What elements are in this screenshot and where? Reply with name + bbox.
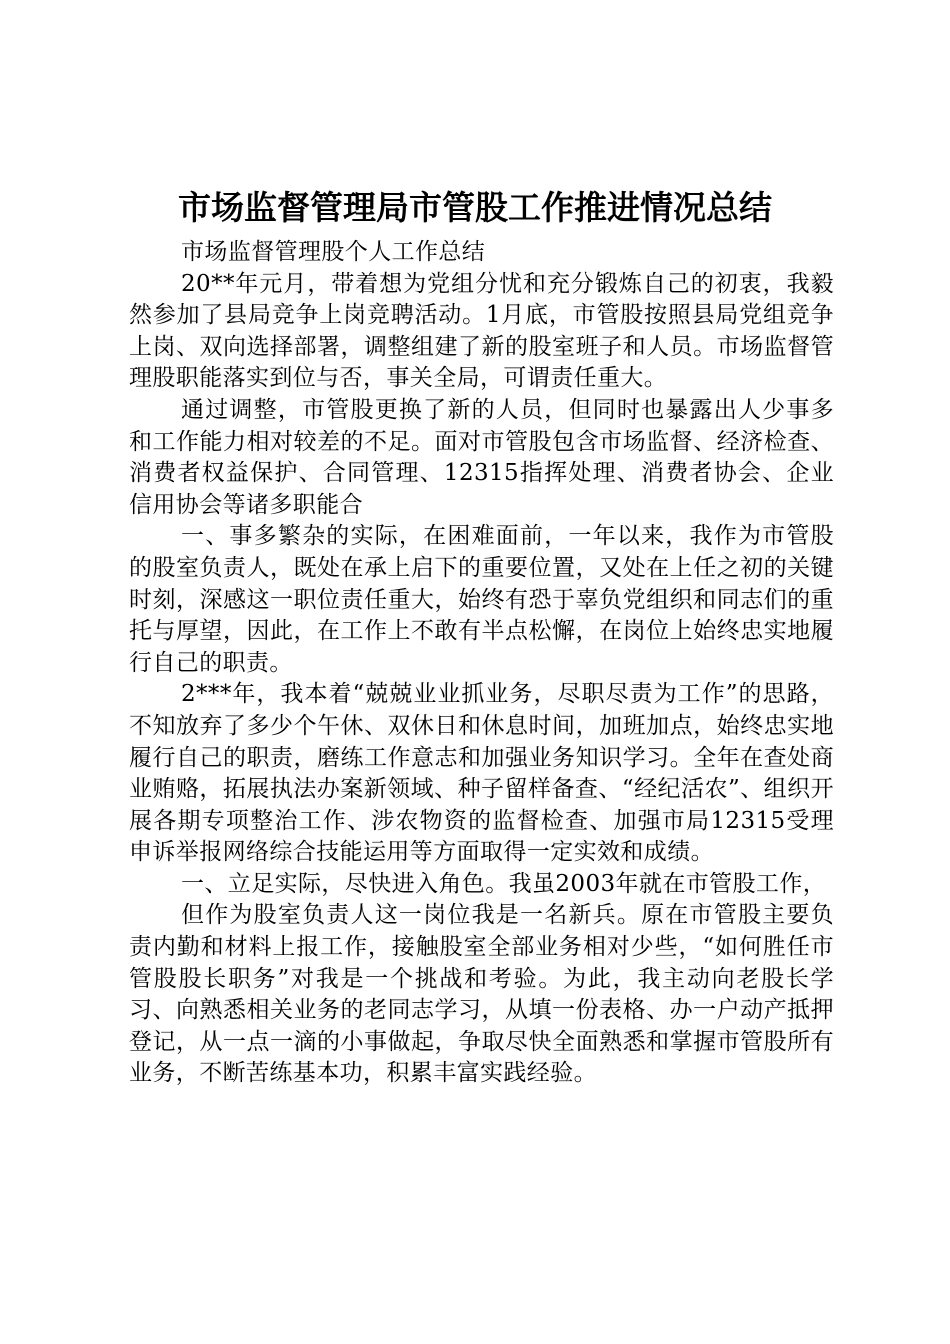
paragraph: 20**年元月，带着想为党组分忧和充分锻炼自己的初衷，我毅然参加了县局竞争上岗竞聘活动。1月底，市管股按照县局党组竞争上岗、双向选择部署，调整组建了新的股室班子和人员。市场监督管理股职能落实到位与否，事关全局，可谓责任重大。	[129, 270, 834, 392]
paragraph: 2***年，我本着“兢兢业业抓业务，尽职尽责为工作”的思路，不知放弃了多少个午休、双休日和休息时间，加班加点，始终忠实地履行自己的职责，磨练工作意志和加强业务知识学习。全年在查处商业贿赂，拓展执法办案新领域、种子留样备查、“经纪活农”、组织开展各期专项整治工作、涉农物资的监督检查、加强市局12315受理申诉举报网络综合技能运用等方面取得一定实效和成绩。	[129, 681, 834, 866]
paragraph: 通过调整，市管股更换了新的人员，但同时也暴露出人少事多和工作能力相对较差的不足。面对市管股包含市场监督、经济检查、消费者权益保护、合同管理、12315指挥处理、消费者协会、企业信用协会等诸多职能合	[129, 396, 834, 518]
document-body	[129, 237, 834, 1090]
paragraph: 但作为股室负责人这一岗位我是一名新兵。原在市管股主要负责内勤和材料上报工作，接触股室全部业务相对少些，“如何胜任市管股股长职务”对我是一个挑战和考验。为此，我主动向老股长学习、向熟悉相关业务的老同志学习，从填一份表格、办一户动产抵押登记，从一点一滴的小事做起，争取尽快全面熟悉和掌握市管股所有业务，不断苦练基本功，积累丰富实践经验。	[129, 902, 834, 1087]
document-title: 市场监督管理局市管股工作推进情况总结	[178, 188, 772, 227]
paragraph: 一、事多繁杂的实际，在困难面前，一年以来，我作为市管股的股室负责人，既处在承上启下的重要位置，又处在上任之初的关键时刻，深感这一职位责任重大，始终有恐于辜负党组织和同志们的重托与厚望，因此，在工作上不敢有半点松懈，在岗位上始终忠实地履行自己的职责。	[129, 523, 834, 676]
paragraph: 一、立足实际，尽快进入角色。我虽2003年就在市管股工作，	[181, 870, 827, 897]
paragraph-subtitle: 市场监督管理股个人工作总结	[181, 239, 486, 265]
